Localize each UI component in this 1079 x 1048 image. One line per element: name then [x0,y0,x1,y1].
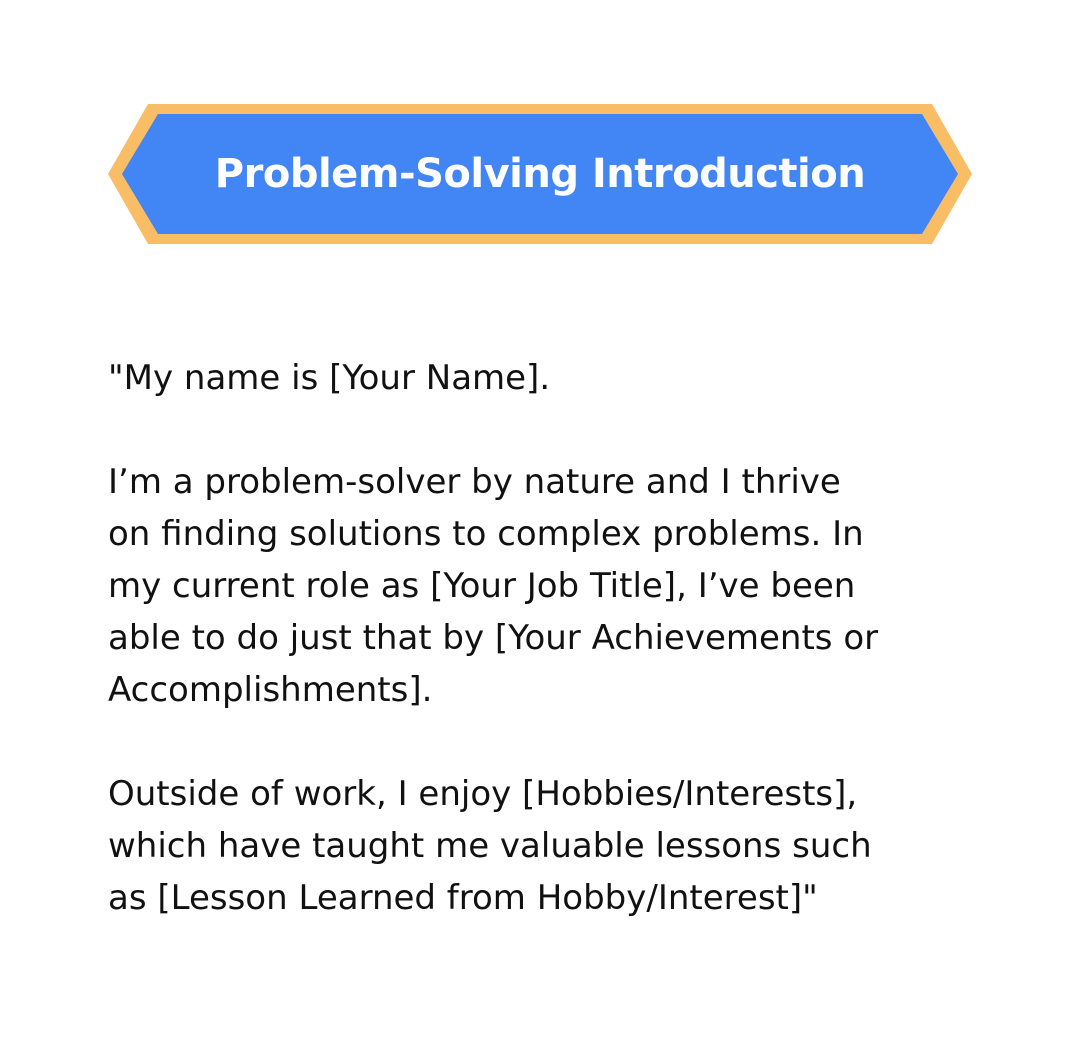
intro-text [108,352,1008,924]
text-line: I’m a problem-solver by nature and I thrive [108,462,841,502]
text-line: on finding solutions to complex problems. In [108,514,864,554]
paragraph-role [108,456,1008,716]
text-line: able to do just that by [Your Achievements or [108,618,879,658]
text-line: "My name is [Your Name]. [108,358,551,398]
text-line: as [Lesson Learned from Hobby/Interest]" [108,878,818,918]
text-line: Outside of work, I enjoy [Hobbies/Interests], [108,774,858,814]
text-line: which have taught me valuable lessons such [108,826,872,866]
text-line: my current role as [Your Job Title], I’ve been [108,566,856,606]
paragraph-hobbies [108,768,1008,924]
text-line: Accomplishments]. [108,670,433,710]
paragraph-name [108,352,1008,404]
banner-title: Problem-Solving Introduction [214,151,866,197]
